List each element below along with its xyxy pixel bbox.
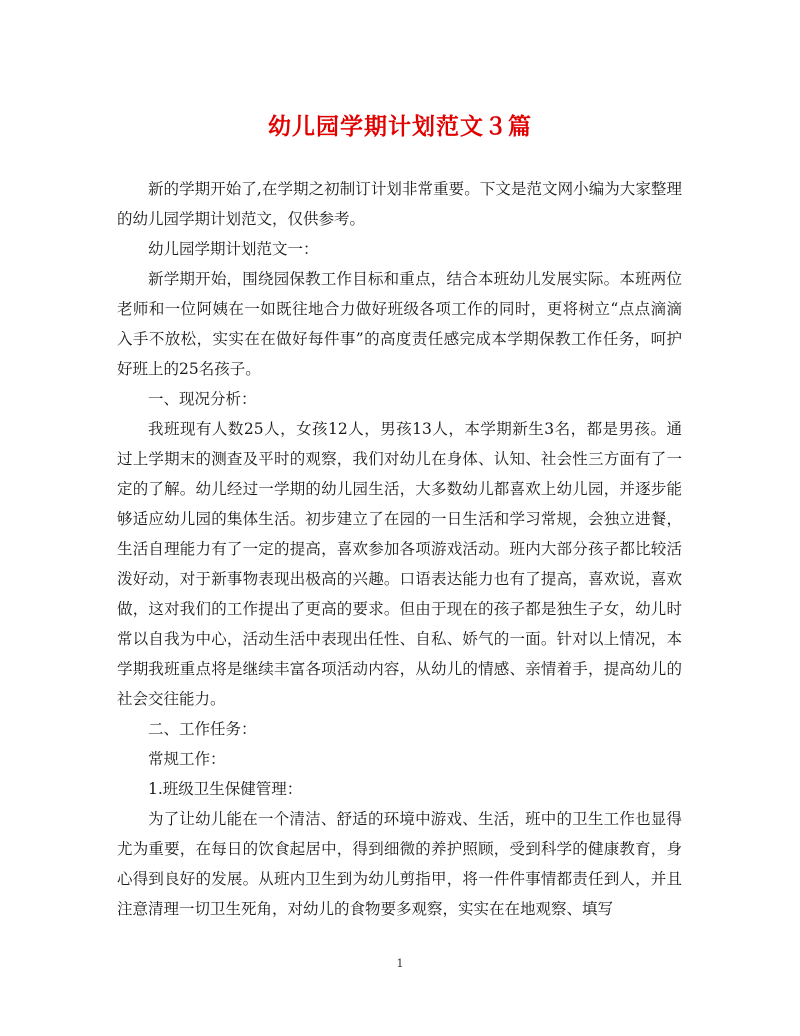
intro-paragraph: 新的学期开始了,在学期之初制订计划非常重要。下文是范文网小编为大家整理的幼儿园学期计划范文，仅供参考。 xyxy=(117,180,682,228)
subheading-routine-work: 常规工作： xyxy=(148,750,226,768)
section-heading-sample-one: 幼儿园学期计划范文一： xyxy=(148,240,319,258)
section-heading-situation-analysis: 一、现况分析： xyxy=(148,390,257,408)
subheading-hygiene-management: 1.班级卫生保健管理： xyxy=(148,780,303,798)
body-paragraph: 为了让幼儿能在一个清洁、舒适的环境中游戏、生活，班中的卫生工作也显得尤为重要，在每日的饮食起居中，得到细微的养护照顾，受到科学的健康教育，身心得到良好的发展。从班内卫生到为幼儿剪指甲，将一件件事情都责任到人，并且注意清理一切卫生死角，对幼儿的食物要多观察，实实在在地观察、填写 xyxy=(117,810,682,918)
document-body xyxy=(117,174,682,924)
body-paragraph: 我班现有人数25人，女孩12人，男孩13人，本学期新生3名，都是男孩。通过上学期末的测查及平时的观察，我们对幼儿在身体、认知、社会性三方面有了一定的了解。幼儿经过一学期的幼儿园生活，大多数幼儿都喜欢上幼儿园，并逐步能够适应幼儿园的集体生活。初步建立了在园的一日生活和学习常规，会独立进餐，生活自理能力有了一定的提高，喜欢参加各项游戏活动。班内大部分孩子都比较活泼好动，对于新事物表现出极高的兴趣。口语表达能力也有了提高，喜欢说，喜欢做，这对我们的工作提出了更高的要求。但由于现在的孩子都是独生子女，幼儿时常以自我为中心，活动生活中表现出任性、自私、娇气的一面。针对以上情况，本学期我班重点将是继续丰富各项活动内容，从幼儿的情感、亲情着手，提高幼儿的社会交往能力。 xyxy=(117,420,682,708)
body-paragraph: 新学期开始，围绕园保教工作目标和重点，结合本班幼儿发展实际。本班两位老师和一位阿姨在一如既往地合力做好班级各项工作的同时，更将树立“点点滴滴入手不放松，实实在在做好每件事”的高度责任感完成本学期保教工作任务，呵护好班上的25名孩子。 xyxy=(117,270,682,378)
section-heading-work-tasks: 二、工作任务： xyxy=(148,720,257,738)
page-number: 1 xyxy=(396,957,404,970)
document-title: 幼儿园学期计划范文３篇 xyxy=(268,113,532,140)
